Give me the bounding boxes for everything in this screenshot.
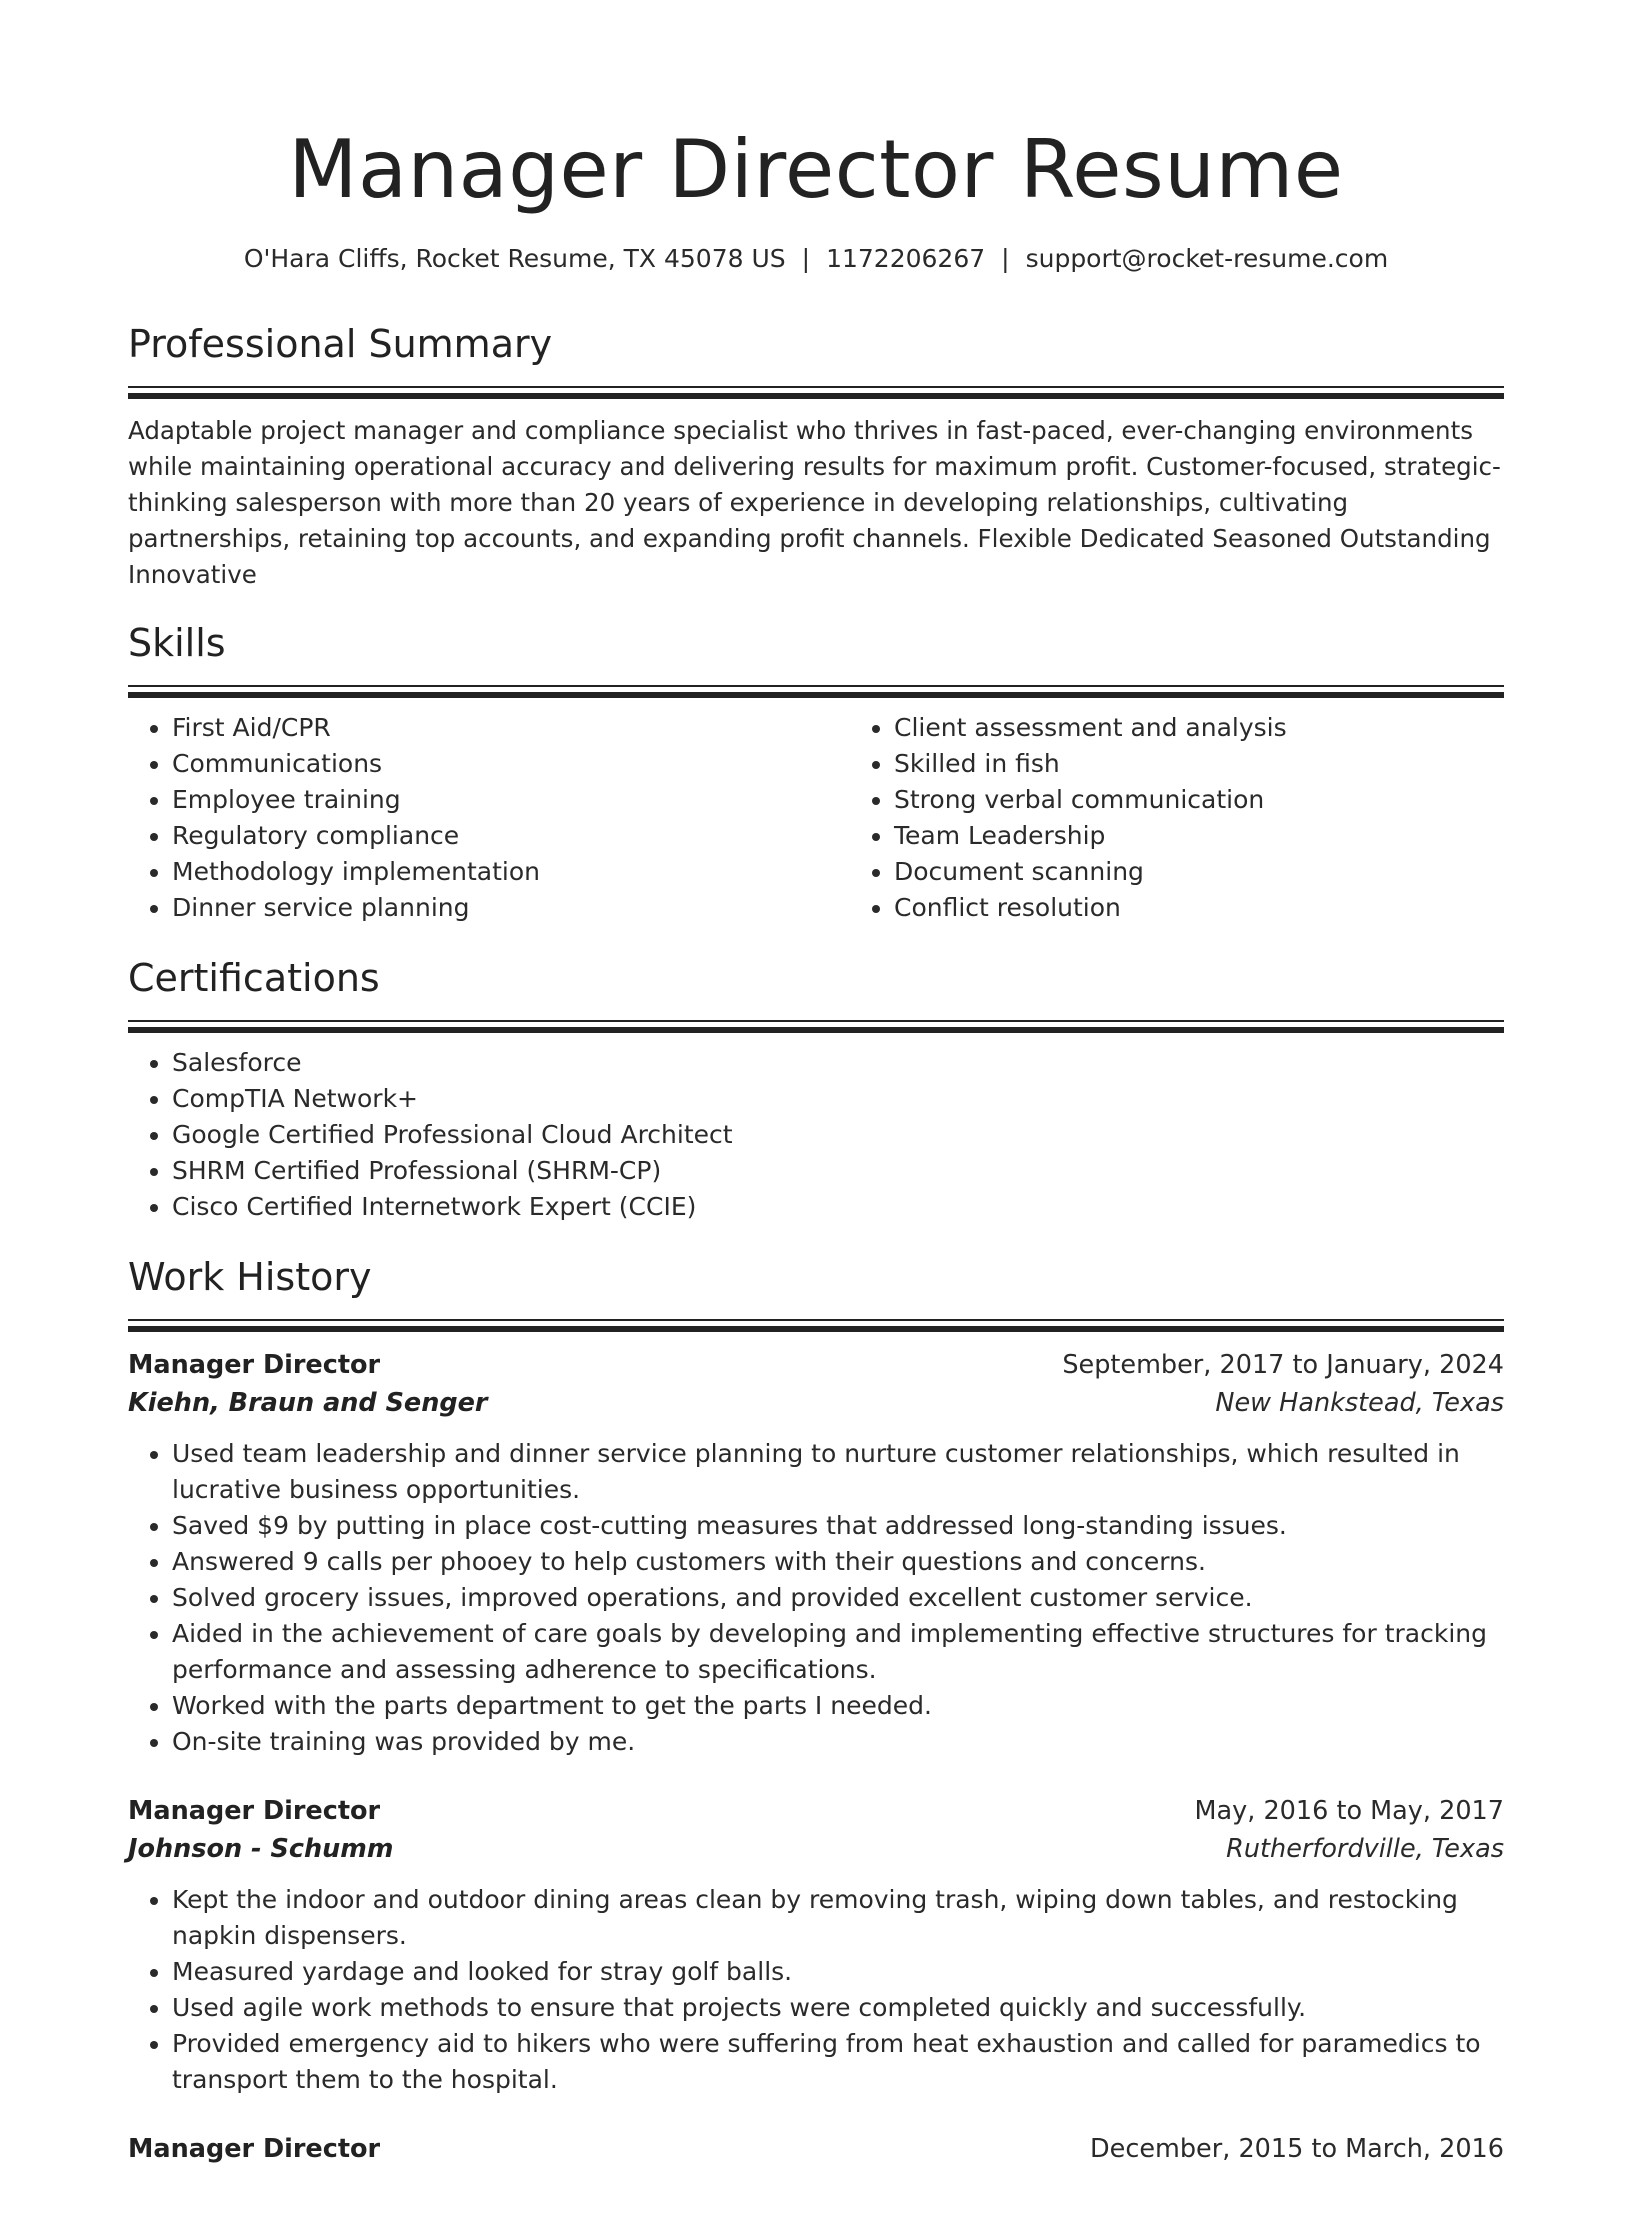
job-bullet: • On-site training was provided by me.	[172, 1724, 1504, 1760]
contact-email[interactable]: support@rocket-resume.com	[1025, 244, 1389, 273]
section-divider	[128, 685, 1504, 698]
job-company: Kiehn, Braun and Senger	[128, 1388, 488, 1418]
section-certifications	[128, 954, 1504, 1225]
job-location: Rutherfordville, Texas	[1226, 1834, 1504, 1864]
skill-item: • Communications	[172, 746, 850, 782]
contact-separator: |	[1001, 244, 1010, 273]
job-bullet: • Solved grocery issues, improved operations, and provided excellent customer service.	[172, 1580, 1504, 1616]
skill-item: • Skilled in fish	[894, 746, 1504, 782]
job-bullet: • Kept the indoor and outdoor dining areas clean by removing trash, wiping down tables, and restocking napkin dispensers.	[172, 1882, 1504, 1954]
job-dates: September, 2017 to January, 2024	[1062, 1350, 1504, 1380]
section-title: Professional Summary	[128, 322, 553, 366]
job-entry	[128, 1346, 1504, 1760]
section-title: Work History	[128, 1255, 372, 1299]
skill-item: • Employee training	[172, 782, 850, 818]
section-divider	[128, 1319, 1504, 1332]
job-bullet: • Answered 9 calls per phooey to help customers with their questions and concerns.	[172, 1544, 1504, 1580]
job-bullet: • Used team leadership and dinner service planning to nurture customer relationships, which resulted in lucrative business opportunities.	[172, 1436, 1504, 1508]
section-divider	[128, 386, 1504, 399]
skill-item: • Client assessment and analysis	[894, 710, 1504, 746]
skill-item: • Document scanning	[894, 854, 1504, 890]
job-dates: May, 2016 to May, 2017	[1194, 1796, 1504, 1826]
certification-item: • Cisco Certified Internetwork Expert (CCIE)	[172, 1189, 1504, 1225]
section-divider	[128, 1020, 1504, 1033]
job-title: Manager Director	[128, 2134, 381, 2164]
job-employer-row	[128, 1384, 1504, 1422]
job-employer-row	[128, 1830, 1504, 1868]
job-entry	[128, 2130, 1504, 2168]
job-company: Johnson - Schumm	[128, 1834, 394, 1864]
job-bullet: • Saved $9 by putting in place cost-cutting measures that addressed long-standing issues.	[172, 1508, 1504, 1544]
resume-page	[0, 120, 1632, 2232]
skill-item: • Methodology implementation	[172, 854, 850, 890]
skill-item: • Strong verbal communication	[894, 782, 1504, 818]
certification-item: • SHRM Certified Professional (SHRM-CP)	[172, 1153, 1504, 1189]
job-bullet: • Used agile work methods to ensure that projects were completed quickly and successfully.	[172, 1990, 1504, 2026]
section-title: Certifications	[128, 956, 380, 1000]
skill-item: • Dinner service planning	[172, 890, 850, 926]
job-title: Manager Director	[128, 1796, 381, 1826]
section-skills	[128, 619, 1504, 926]
job-header-row	[128, 1792, 1504, 1830]
certification-item: • Salesforce	[172, 1045, 1504, 1081]
job-bullet: • Aided in the achievement of care goals by developing and implementing effective structures for tracking performance and assessing adherence to specifications.	[172, 1616, 1504, 1688]
contact-separator: |	[801, 244, 811, 273]
job-title: Manager Director	[128, 1350, 381, 1380]
skill-item: • Team Leadership	[894, 818, 1504, 854]
certifications-list	[128, 1045, 1504, 1225]
section-work-history	[128, 1253, 1504, 2168]
contact-address: O'Hara Cliffs, Rocket Resume, TX 45078 US	[243, 244, 786, 273]
section-professional-summary	[128, 320, 1504, 593]
job-header-row	[128, 1346, 1504, 1384]
job-location: New Hankstead, Texas	[1215, 1388, 1504, 1418]
job-bullet: • Worked with the parts department to get the parts I needed.	[172, 1688, 1504, 1724]
skills-grid	[128, 710, 1504, 926]
skill-item: • Regulatory compliance	[172, 818, 850, 854]
resume-title: Manager Director Resume	[288, 123, 1344, 216]
job-dates: December, 2015 to March, 2016	[1090, 2134, 1504, 2164]
skills-list-left	[128, 710, 850, 926]
job-bullet: • Provided emergency aid to hikers who were suffering from heat exhaustion and called for paramedics to transport them to the hospital.	[172, 2026, 1504, 2098]
skills-list-right	[850, 710, 1504, 926]
section-title: Skills	[128, 621, 226, 665]
contact-line	[128, 242, 1504, 276]
certification-item: • CompTIA Network+	[172, 1081, 1504, 1117]
skill-item: • First Aid/CPR	[172, 710, 850, 746]
job-bullets	[128, 1882, 1504, 2098]
certification-item: • Google Certified Professional Cloud Architect	[172, 1117, 1504, 1153]
contact-phone: 1172206267	[826, 244, 986, 273]
job-header-row	[128, 2130, 1504, 2168]
skill-item: • Conflict resolution	[894, 890, 1504, 926]
job-bullet: • Measured yardage and looked for stray golf balls.	[172, 1954, 1504, 1990]
job-bullets	[128, 1436, 1504, 1760]
job-entry	[128, 1792, 1504, 2098]
summary-text: Adaptable project manager and compliance specialist who thrives in fast-paced, ever-changing environments while maintaining operational accuracy and delivering results for maximum profit. Customer-focused, strategic-thinking salesperson with more than 20 years of experience in developing relationships, cultivating partnerships, retaining top accounts, and expanding profit channels. Flexible Dedicated Seasoned Outstanding Innovative	[128, 416, 1501, 589]
